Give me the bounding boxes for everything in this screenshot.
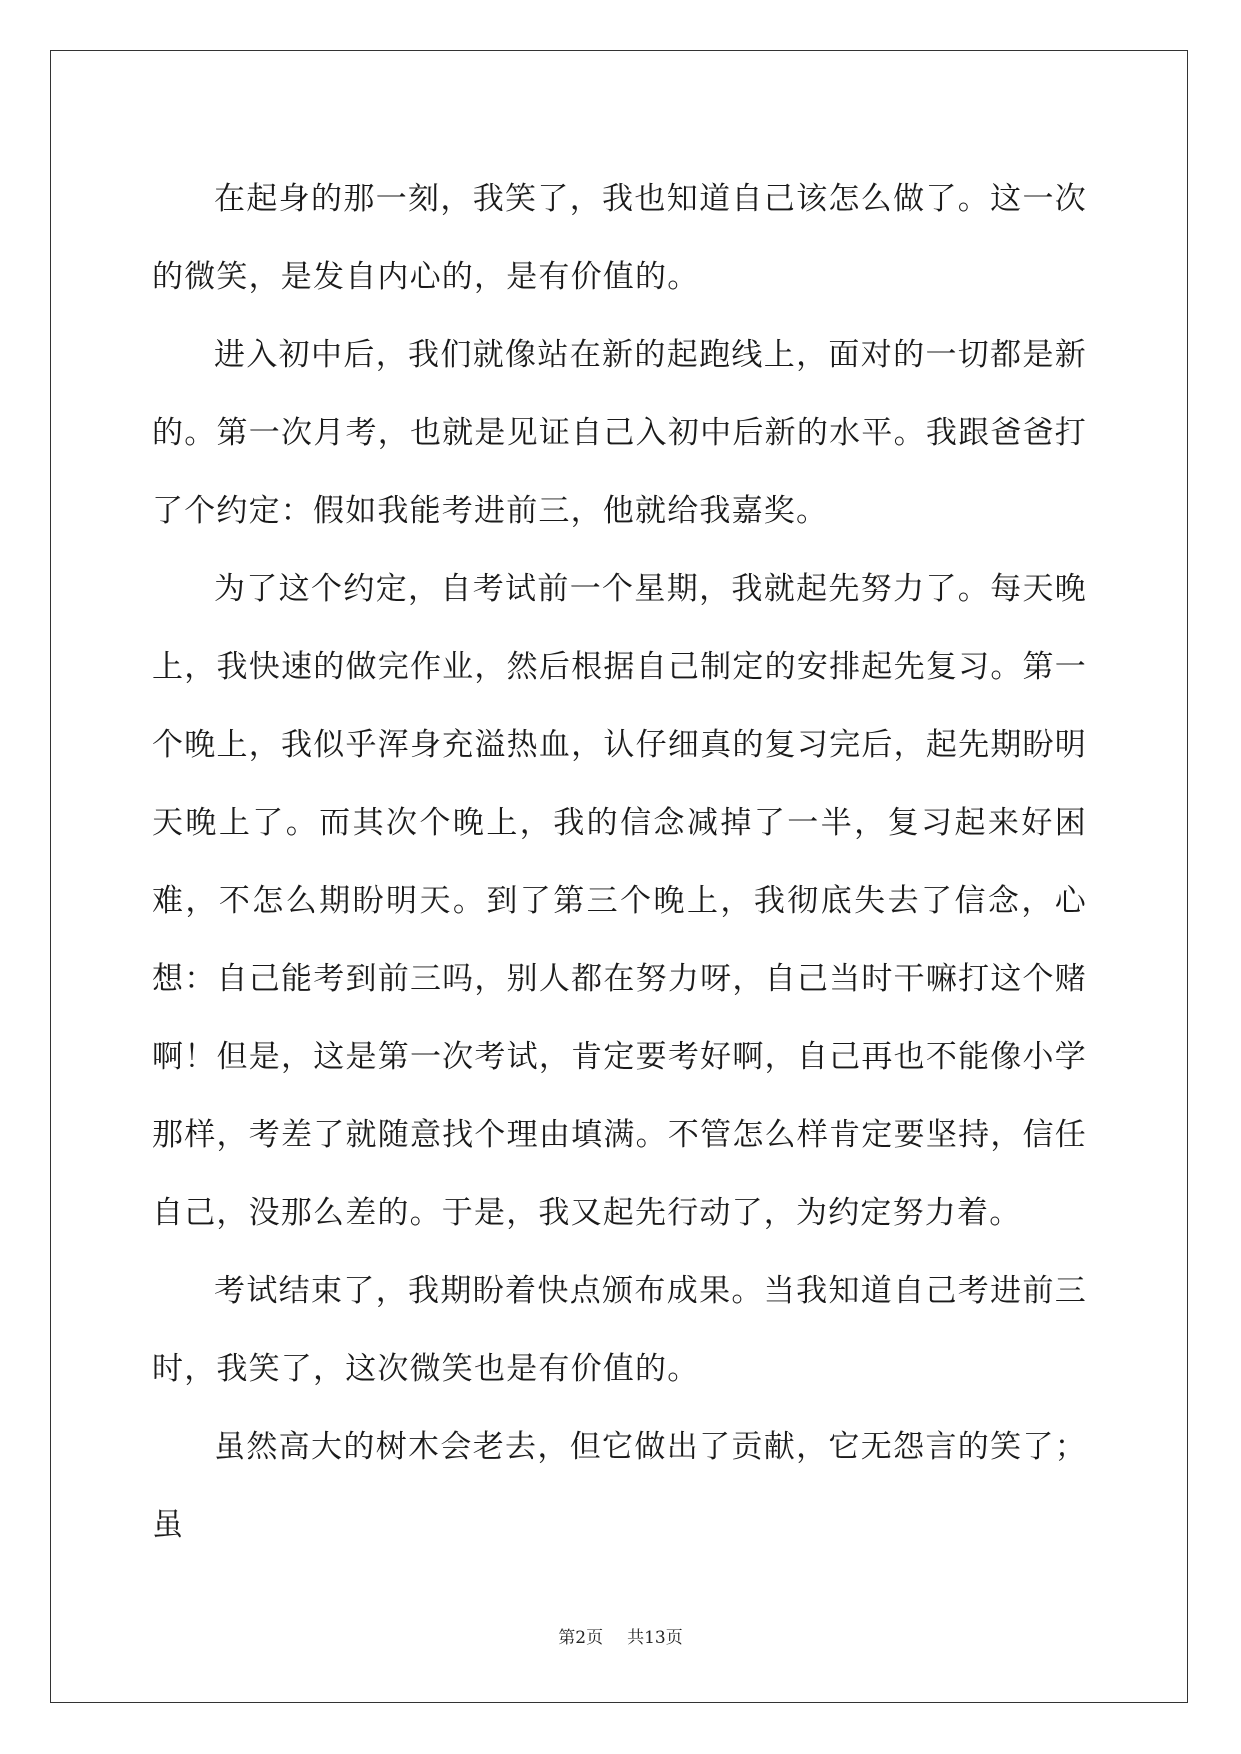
page-total: 共13页 bbox=[627, 1628, 683, 1648]
document-body bbox=[152, 160, 1087, 1564]
page-number: 第2页 bbox=[558, 1628, 604, 1648]
paragraph: 进入初中后，我们就像站在新的起跑线上，面对的一切都是新的。第一次月考，也就是见证自己入初中后新的水平。我跟爸爸打了个约定：假如我能考进前三，他就给我嘉奖。 bbox=[152, 337, 1087, 529]
paragraph: 虽然高大的树木会老去，但它做出了贡献，它无怨言的笑了；虽 bbox=[152, 1429, 1087, 1543]
paragraph: 考试结束了，我期盼着快点颁布成果。当我知道自己考进前三时，我笑了，这次微笑也是有价值的。 bbox=[152, 1273, 1087, 1387]
page-footer bbox=[0, 1623, 1241, 1648]
paragraph: 为了这个约定，自考试前一个星期，我就起先努力了。每天晚上，我快速的做完作业，然后根据自己制定的安排起先复习。第一个晚上，我似乎浑身充溢热血，认仔细真的复习完后，起先期盼明天晚上了。而其次个晚上，我的信念减掉了一半，复习起来好困难，不怎么期盼明天。到了第三个晚上，我彻底失去了信念，心想：自己能考到前三吗，别人都在努力呀，自己当时干嘛打这个赌啊！但是，这是第一次考试，肯定要考好啊，自己再也不能像小学那样，考差了就随意找个理由填满。不管怎么样肯定要坚持，信任自己，没那么差的。于是，我又起先行动了，为约定努力着。 bbox=[152, 571, 1087, 1231]
paragraph: 在起身的那一刻，我笑了，我也知道自己该怎么做了。这一次的微笑，是发自内心的，是有价值的。 bbox=[152, 181, 1087, 295]
